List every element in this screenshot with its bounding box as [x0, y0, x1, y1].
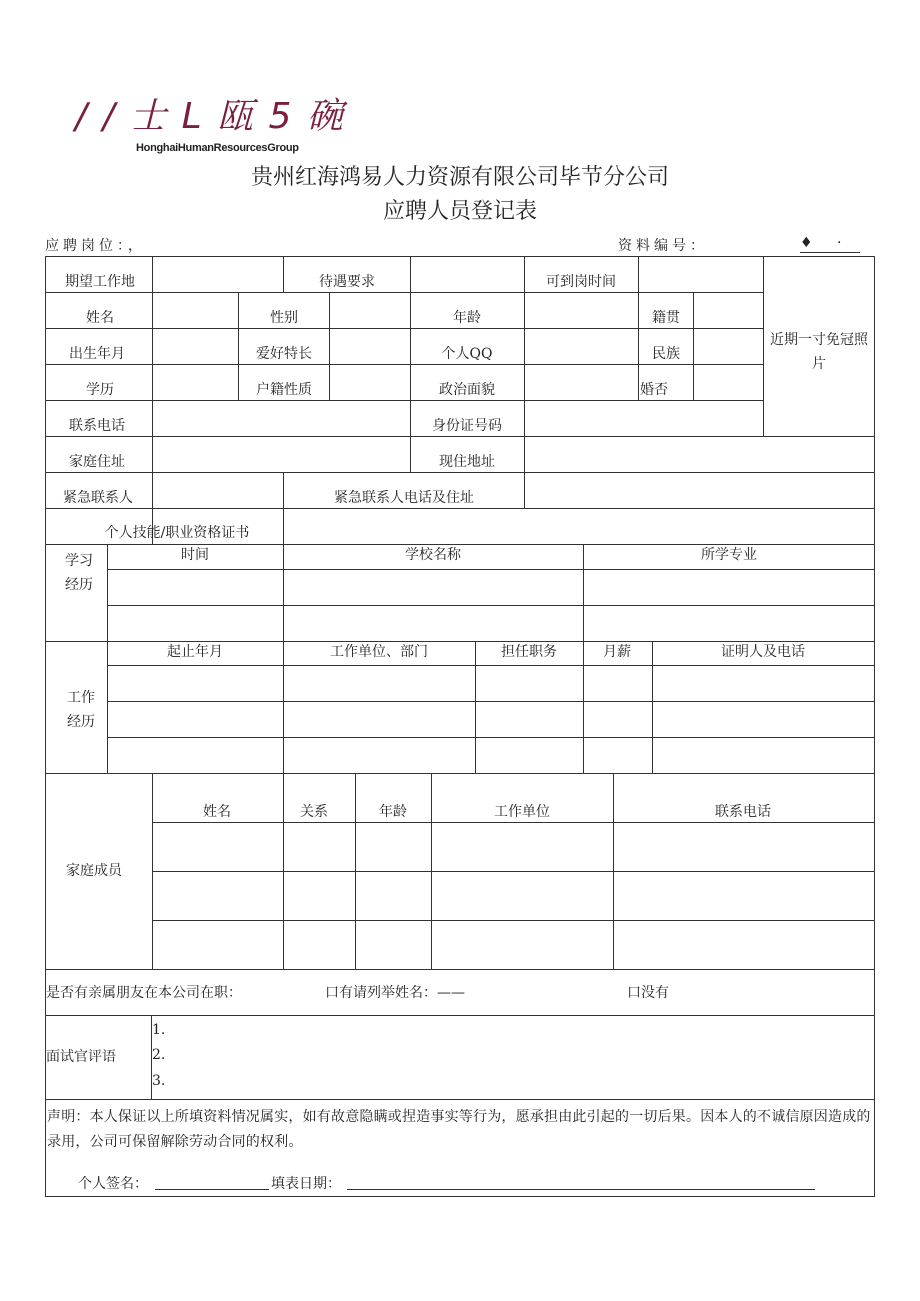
family-col-phone: 联系电话: [715, 804, 771, 820]
grid-line: [152, 822, 875, 823]
grid-line: [45, 641, 875, 642]
grid-line: [283, 641, 284, 773]
grid-line: [152, 920, 875, 921]
grid-line: [45, 544, 875, 545]
grid-line: [152, 773, 153, 969]
grid-line: [583, 544, 584, 641]
grid-line: [107, 605, 875, 606]
interviewer-item-3: 3.: [152, 1073, 166, 1089]
work-col-salary: 月薪: [603, 644, 631, 660]
work-col-period: 起止年月: [167, 644, 223, 660]
work-col-reference: 证明人及电话: [721, 644, 805, 660]
grid-line: [874, 256, 875, 1197]
date-label: 填表日期：: [271, 1176, 341, 1192]
label-hobbies: 爱好特长: [256, 346, 312, 362]
grid-line: [238, 292, 239, 400]
study-label: 学习经历: [65, 553, 93, 593]
label-expected-location: 期望工作地: [65, 274, 135, 290]
relatives-question: 是否有亲属朋友在本公司在职：: [46, 985, 242, 1001]
file-no-label: 资料编号：: [618, 238, 708, 254]
grid-line: [763, 256, 764, 436]
photo-placeholder: 近期一寸免冠照片: [770, 332, 868, 372]
label-salary-req: 待遇要求: [319, 274, 375, 290]
grid-line: [283, 256, 284, 292]
company-logo: / / 士 L 瓯 5 碗: [75, 96, 345, 137]
family-col-relation: 关系: [300, 804, 328, 820]
label-birth: 出生年月: [69, 346, 125, 362]
grid-line: [45, 1099, 875, 1100]
label-ethnicity: 民族: [652, 346, 680, 362]
grid-line: [431, 773, 432, 969]
grid-line: [45, 508, 875, 509]
grid-line: [152, 256, 153, 544]
signature-label: 个人签名：: [78, 1176, 148, 1192]
grid-line: [45, 436, 875, 437]
grid-line: [693, 292, 694, 400]
grid-line: [583, 641, 584, 773]
file-no-underline: [800, 252, 860, 253]
grid-line: [107, 569, 875, 570]
label-political: 政治面貌: [439, 382, 495, 398]
relatives-no-option[interactable]: 口没有: [627, 985, 669, 1001]
grid-line: [45, 256, 875, 257]
label-hukou: 户籍性质: [256, 382, 312, 398]
grid-line: [45, 773, 875, 774]
grid-line: [45, 969, 875, 970]
label-skills: 个人技能/职业资格证书: [104, 525, 250, 541]
grid-line: [355, 773, 356, 969]
label-emergency-phone: 紧急联系人电话及住址: [334, 490, 474, 506]
grid-line: [107, 737, 875, 738]
family-col-workplace: 工作单位: [494, 804, 550, 820]
label-home-addr: 家庭住址: [69, 454, 125, 470]
study-col-time: 时间: [181, 547, 209, 563]
label-current-addr: 现住地址: [439, 454, 495, 470]
label-phone: 联系电话: [69, 418, 125, 434]
label-native-place: 籍贯: [652, 310, 680, 326]
grid-line: [107, 701, 875, 702]
grid-line: [107, 544, 108, 773]
work-label: 工作经历: [67, 690, 95, 730]
relatives-yes-option[interactable]: 口有请列举姓名：——: [325, 985, 465, 1001]
grid-line: [652, 641, 653, 773]
family-col-age: 年龄: [379, 804, 407, 820]
grid-line: [283, 773, 284, 969]
label-emergency: 紧急联系人: [63, 490, 133, 506]
study-col-major: 所学专业: [701, 547, 757, 563]
grid-line: [475, 641, 476, 773]
interviewer-label: 面试官评语: [46, 1049, 116, 1065]
grid-line: [283, 544, 284, 641]
work-col-position: 担任职务: [501, 644, 557, 660]
grid-line: [107, 665, 875, 666]
grid-line: [410, 256, 411, 472]
registration-table: [45, 256, 875, 1197]
file-no-value: ♦ ·: [800, 235, 852, 251]
grid-line: [524, 256, 525, 508]
grid-line: [638, 256, 639, 400]
grid-line: [613, 773, 614, 969]
label-name: 姓名: [86, 310, 114, 326]
label-education: 学历: [86, 382, 114, 398]
date-line[interactable]: [347, 1189, 815, 1190]
form-title: 应聘人员登记表: [382, 199, 537, 224]
label-marital: 婚否: [640, 382, 668, 398]
company-title: 贵州红海鸿易人力资源有限公司毕节分公司: [250, 165, 669, 190]
label-gender: 性别: [270, 310, 298, 326]
family-col-name: 姓名: [203, 804, 231, 820]
grid-line: [152, 871, 875, 872]
family-label: 家庭成员: [66, 863, 122, 879]
grid-line: [283, 472, 284, 544]
interviewer-item-1: 1.: [152, 1022, 166, 1038]
grid-line: [45, 1015, 875, 1016]
grid-line: [45, 1196, 875, 1197]
grid-line: [45, 472, 875, 473]
declaration-text: 声明：本人保证以上所填资料情况属实，如有故意隐瞒或捏造事实等行为，愿承担由此引起的一切后果。因本人的不诚信原因造成的录用，公司可保留解除劳动合同的权利。: [47, 1109, 871, 1150]
work-col-company: 工作单位、部门: [330, 644, 428, 660]
signature-line[interactable]: [155, 1189, 269, 1190]
label-id-no: 身份证号码: [432, 418, 502, 434]
study-col-school: 学校名称: [405, 547, 461, 563]
label-qq: 个人QQ: [441, 346, 493, 362]
grid-line: [329, 292, 330, 400]
logo-subtitle: HonghaiHumanResourcesGroup: [136, 142, 299, 154]
position-label: 应聘岗位：，: [45, 238, 146, 254]
interviewer-item-2: 2.: [152, 1047, 166, 1063]
label-age: 年龄: [453, 310, 481, 326]
label-available-time: 可到岗时间: [546, 274, 616, 290]
